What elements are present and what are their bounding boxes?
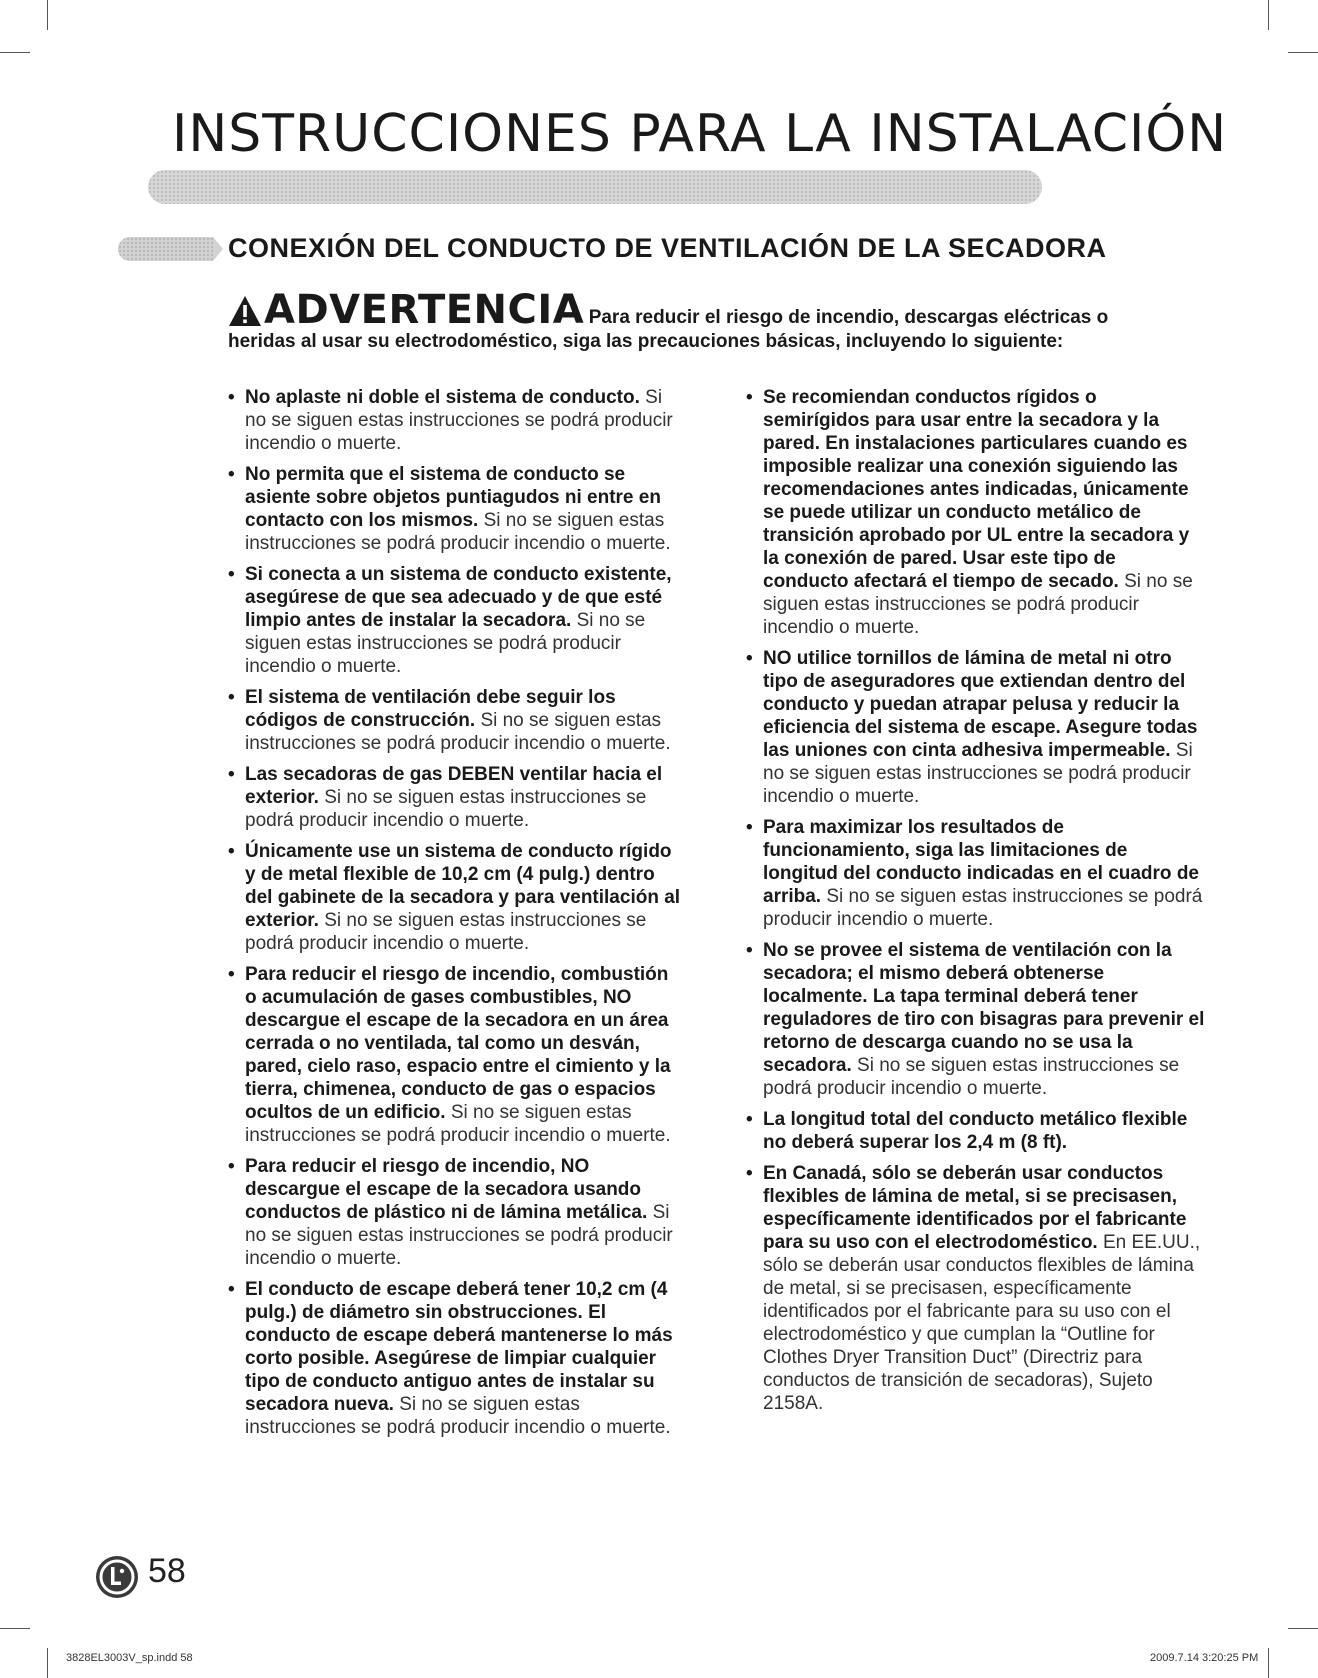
- list-item-bold-text: No aplaste ni doble el sistema de conducto.: [245, 387, 640, 408]
- list-item-bold-text: Para reducir el riesgo de incendio, combustión o acumulación de gases combustibles, NO descargue el escape de la secadora en un área cerrada o no ventilada, tal como un desván, pared, cielo raso, espacio entre el cimiento y la tierra, chimenea, conducto de gas o espacios ocultos de un edificio.: [245, 964, 671, 1123]
- bullet-icon: •: [228, 687, 235, 708]
- section-title: CONEXIÓN DEL CONDUCTO DE VENTILACIÓN DE LA SECADORA: [228, 233, 1107, 263]
- bullet-icon: •: [228, 1156, 235, 1177]
- bullet-icon: •: [746, 387, 753, 408]
- bullet-icon: •: [228, 564, 235, 585]
- list-item-normal-text: Si no se siguen estas instrucciones se podrá producir incendio o muerte.: [245, 910, 647, 954]
- list-item-bold-text: Si conecta a un sistema de conducto existente, asegúrese de que sea adecuado y de que esté limpio antes de instalar la secadora.: [245, 564, 672, 631]
- bullet-icon: •: [746, 648, 753, 669]
- list-item-normal-text: Si no se siguen estas instrucciones se podrá producir incendio o muerte.: [763, 886, 1203, 930]
- list-item-normal-text: Si no se siguen estas instrucciones se podrá producir incendio o muerte.: [245, 1394, 671, 1438]
- list-item: [228, 1278, 683, 1439]
- crop-mark: [1288, 1628, 1318, 1629]
- list-item-normal-text: Si no se siguen estas instrucciones se podrá producir incendio o muerte.: [245, 1102, 671, 1146]
- list-item-bold-text: La longitud total del conducto metálico flexible no deberá superar los 2,4 m (8 ft).: [763, 1109, 1188, 1153]
- list-item-normal-text: Si no se siguen estas instrucciones se podrá producir incendio o muerte.: [763, 571, 1193, 638]
- page-number: 58: [148, 1552, 186, 1590]
- crop-mark: [1268, 0, 1269, 30]
- list-item-normal-text: Si no se siguen estas instrucciones se podrá producir incendio o muerte.: [245, 710, 671, 754]
- list-item-normal-text: Si no se siguen estas instrucciones se podrá producir incendio o muerte.: [245, 510, 671, 554]
- bullet-icon: •: [228, 1279, 235, 1300]
- list-item-bold-text: Las secadoras de gas DEBEN ventilar hacia el exterior.: [245, 764, 663, 808]
- list-item: [746, 386, 1206, 639]
- bullet-icon: •: [228, 841, 235, 862]
- list-item: [746, 939, 1206, 1100]
- bullet-icon: •: [228, 964, 235, 985]
- warning-label: ADVERTENCIA: [264, 287, 585, 333]
- list-item: [228, 963, 683, 1147]
- bullet-icon: •: [228, 387, 235, 408]
- list-item: [228, 563, 683, 678]
- bullet-icon: •: [746, 817, 753, 838]
- list-item-bold-text: Para maximizar los resultados de funcionamiento, siga las limitaciones de longitud del conducto indicadas en el cuadro de arriba.: [763, 817, 1199, 907]
- page-title: INSTRUCCIONES PARA LA INSTALACIÓN: [172, 104, 1228, 164]
- bullet-icon: •: [746, 940, 753, 961]
- title-decorative-bar: [148, 170, 1042, 204]
- warning-block: [228, 287, 1148, 353]
- list-item: [228, 763, 683, 832]
- list-item-bold-text: No se provee el sistema de ventilación con la secadora; el mismo deberá obtenerse localmente. La tapa terminal deberá tener reguladores de tiro con bisagras para prevenir el retorno de descarga cuando no se usa la secadora.: [763, 940, 1205, 1076]
- crop-mark: [1288, 52, 1318, 53]
- list-item-normal-text: Si no se siguen estas instrucciones se podrá producir incendio o muerte.: [245, 387, 673, 454]
- bullet-icon: •: [746, 1109, 753, 1130]
- list-item-bold-text: NO utilice tornillos de lámina de metal ni otro tipo de aseguradores que extiendan dentro del conducto y puedan atrapar pelusa y reducir la eficiencia del sistema de escape. Asegure todas las uniones con cinta adhesiva impermeable.: [763, 648, 1198, 761]
- section-marker: [118, 237, 214, 261]
- list-item-bold-text: El sistema de ventilación debe seguir los códigos de construcción.: [245, 687, 616, 731]
- bullet-icon: •: [228, 764, 235, 785]
- footer-date-label: 2009.7.14 3:20:25 PM: [1150, 1652, 1259, 1664]
- list-item: [746, 1108, 1206, 1154]
- left-column: [228, 386, 683, 1447]
- list-item: [228, 686, 683, 755]
- list-item-normal-text: En EE.UU., sólo se deberán usar conductos flexibles de lámina de metal, si se precisasen, específicamente identificados por el fabricante para su uso con el electrodoméstico y que cumplan la “Outline for Clothes Dryer Transition Duct” (Directriz para conductos de transición de secadoras), Sujeto 2158A.: [763, 1232, 1201, 1414]
- list-item: [746, 1162, 1206, 1415]
- lg-logo-icon: [95, 1555, 139, 1599]
- crop-mark: [0, 1628, 30, 1629]
- footer-file-label: 3828EL3003V_sp.indd 58: [66, 1652, 193, 1664]
- bullet-icon: •: [746, 1163, 753, 1184]
- list-item-bold-text: Únicamente use un sistema de conducto rígido y de metal flexible de 10,2 cm (4 pulg.) dentro del gabinete de la secadora y para ventilación al exterior.: [245, 841, 681, 931]
- list-item: [228, 840, 683, 955]
- list-item-normal-text: Si no se siguen estas instrucciones se podrá producir incendio o muerte.: [763, 1055, 1180, 1099]
- warning-text: Para reducir el riesgo de incendio, descargas eléctricas o heridas al usar su electrodoméstico, siga las precauciones básicas, incluyendo lo siguiente:: [228, 307, 1109, 352]
- list-item-normal-text: Si no se siguen estas instrucciones se podrá producir incendio o muerte.: [245, 1202, 673, 1269]
- list-item: [746, 816, 1206, 931]
- bullet-icon: •: [228, 464, 235, 485]
- crop-mark: [47, 0, 48, 30]
- right-column: [746, 386, 1206, 1423]
- crop-mark: [47, 1648, 48, 1678]
- list-item-bold-text: Se recomiendan conductos rígidos o semirígidos para usar entre la secadora y la pared. En instalaciones particulares cuando es imposible realizar una conexión siguiendo las recomendaciones antes indicadas, únicamente se puede utilizar un conducto metálico de transición aprobado por UL entre la secadora y la conexión de pared. Usar este tipo de conducto afectará el tiempo de secado.: [763, 387, 1190, 592]
- list-item: [228, 1155, 683, 1270]
- warning-triangle-icon: [228, 295, 262, 327]
- list-item-normal-text: Si no se siguen estas instrucciones se podrá producir incendio o muerte.: [763, 740, 1193, 807]
- list-item: [228, 463, 683, 555]
- list-item-bold-text: No permita que el sistema de conducto se asiente sobre objetos puntiagudos ni entre en contacto con los mismos.: [245, 464, 661, 531]
- list-item-bold-text: El conducto de escape deberá tener 10,2 cm (4 pulg.) de diámetro sin obstrucciones. El conducto de escape deberá mantenerse lo más corto posible. Asegúrese de limpiar cualquier tipo de conducto antiguo antes de instalar su secadora nueva.: [245, 1279, 673, 1415]
- crop-mark: [0, 52, 30, 53]
- list-item: [228, 386, 683, 455]
- list-item-bold-text: Para reducir el riesgo de incendio, NO descargue el escape de la secadora usando conductos de plástico ni de lámina metálica.: [245, 1156, 648, 1223]
- crop-mark: [1268, 1648, 1269, 1678]
- list-item-bold-text: En Canadá, sólo se deberán usar conductos flexibles de lámina de metal, si se precisasen, específicamente identificados por el fabricante para su uso con el electrodoméstico.: [763, 1163, 1187, 1253]
- list-item-normal-text: Si no se siguen estas instrucciones se podrá producir incendio o muerte.: [245, 787, 647, 831]
- list-item-normal-text: Si no se siguen estas instrucciones se podrá producir incendio o muerte.: [245, 610, 646, 677]
- list-item: [746, 647, 1206, 808]
